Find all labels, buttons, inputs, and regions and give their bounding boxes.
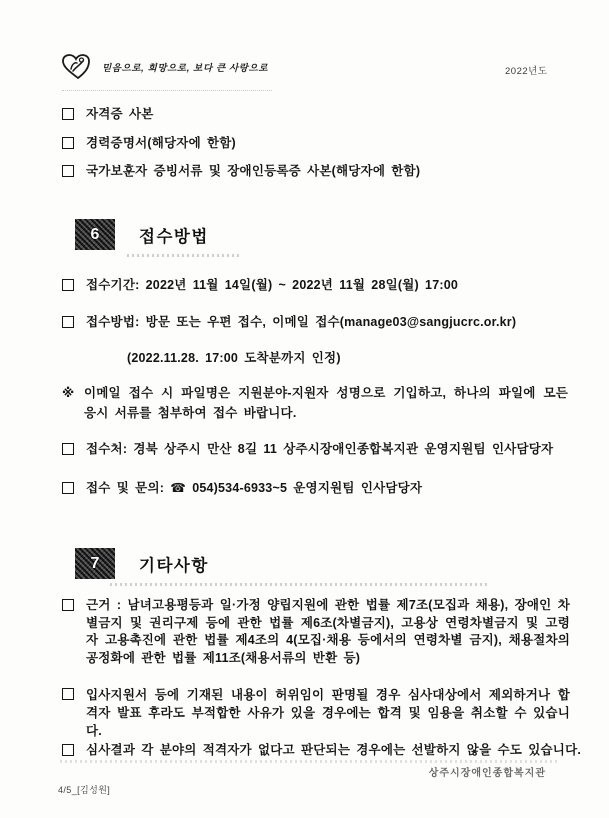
checkbox-icon[interactable]: [62, 316, 74, 328]
checkbox-icon[interactable]: [62, 279, 74, 291]
org-logo: [60, 53, 268, 81]
section-item: [62, 480, 572, 497]
section-item-text: 접수기간: 2022년 11월 14일(월) ~ 2022년 11월 28일(월) 17:00: [86, 278, 459, 292]
heart-people-logo-icon: [60, 53, 96, 81]
checkbox-icon[interactable]: [62, 599, 74, 611]
checklist-item-label: 국가보훈자 증빙서류 및 장애인등록증 사본(해당자에 한함): [86, 164, 421, 178]
checklist-item: [62, 163, 420, 180]
note-marker: ※: [62, 386, 75, 400]
scan-artifact: [60, 760, 560, 763]
section-title: 접수방법: [139, 227, 209, 246]
section-item-text: (2022.11.28. 17:00 도착분까지 인정): [127, 351, 341, 365]
scan-artifact: [127, 254, 242, 257]
section-item: [62, 597, 570, 667]
section-item: [62, 314, 572, 331]
checkbox-icon[interactable]: [62, 744, 74, 756]
year-label: 2022년도: [505, 66, 548, 77]
checkbox-icon[interactable]: [62, 108, 74, 120]
checklist-item: [62, 106, 154, 123]
checklist-item-label: 자격증 사본: [86, 107, 154, 121]
checkbox-icon[interactable]: [62, 137, 74, 149]
section-item-text: 접수처: 경북 상주시 만산 8길 11 상주시장애인종합복지관 운영지원팀 인사담당자: [86, 442, 554, 456]
section-item-text: 입사지원서 등에 기재된 내용이 허위임이 판명될 경우 심사대상에서 제외하거나 합격자 발표 후라도 부적합한 사유가 있을 경우에는 합격 및 임용을 취소할 수 있습니다.: [86, 688, 570, 738]
section-7-header: [75, 548, 209, 579]
section-item-note: [62, 383, 568, 423]
checkbox-icon[interactable]: [62, 688, 74, 700]
section-item: [62, 742, 582, 759]
footer-org-name: 상주시장애인종합복지관: [428, 768, 546, 779]
section-item-text: 이메일 접수 시 파일명은 지원분야-지원자 성명으로 기입하고, 하나의 파일에 모든 응시 서류를 첨부하여 접수 바랍니다.: [84, 386, 568, 420]
section-item-text: 심사결과 각 분야의 적격자가 없다고 판단되는 경우에는 선발하지 않을 수도 있습니다.: [86, 743, 582, 757]
section-item: [62, 686, 570, 740]
checklist-item-label: 경력증명서(해당자에 한함): [86, 136, 236, 150]
footer-page-number: 4/5_[김성원]: [58, 785, 111, 795]
section-item-text: 접수방법: 방문 또는 우편 접수, 이메일 접수(manage03@sangjucrc.or.kr): [86, 315, 517, 329]
section-item: [127, 350, 341, 367]
scan-artifact-dots: [62, 88, 272, 91]
section-item: [62, 441, 572, 458]
section-number-badge: 7: [75, 548, 115, 579]
checklist-item: [62, 135, 236, 152]
checkbox-icon[interactable]: [62, 165, 74, 177]
section-6-header: [75, 219, 209, 250]
org-slogan: 믿음으로, 희망으로, 보다 큰 사랑으로: [102, 63, 269, 74]
checkbox-icon[interactable]: [62, 482, 74, 494]
section-item: [62, 277, 562, 294]
section-title: 기타사항: [139, 556, 209, 575]
section-item-text: 접수 및 문의: ☎ 054)534-6933~5 운영지원팀 인사담당자: [86, 481, 423, 495]
checkbox-icon[interactable]: [62, 443, 74, 455]
section-number-badge: 6: [75, 219, 115, 250]
scan-artifact: [110, 583, 490, 586]
section-item-text: 근거 : 남녀고용평등과 일·가정 양립지원에 관한 법률 제7조(모집과 채용), 장애인 차별금지 및 권리구제 등에 관한 법률 제6조(차별금지), 고용상 연령차별금지 및 고령자 고용촉진에 관한 법률 제4조의 4(모집·채용 등에서의 연령차별 금지), 채용절차의 공정화에 관한 법률 제11조(채용서류의 반환 등): [86, 598, 570, 665]
